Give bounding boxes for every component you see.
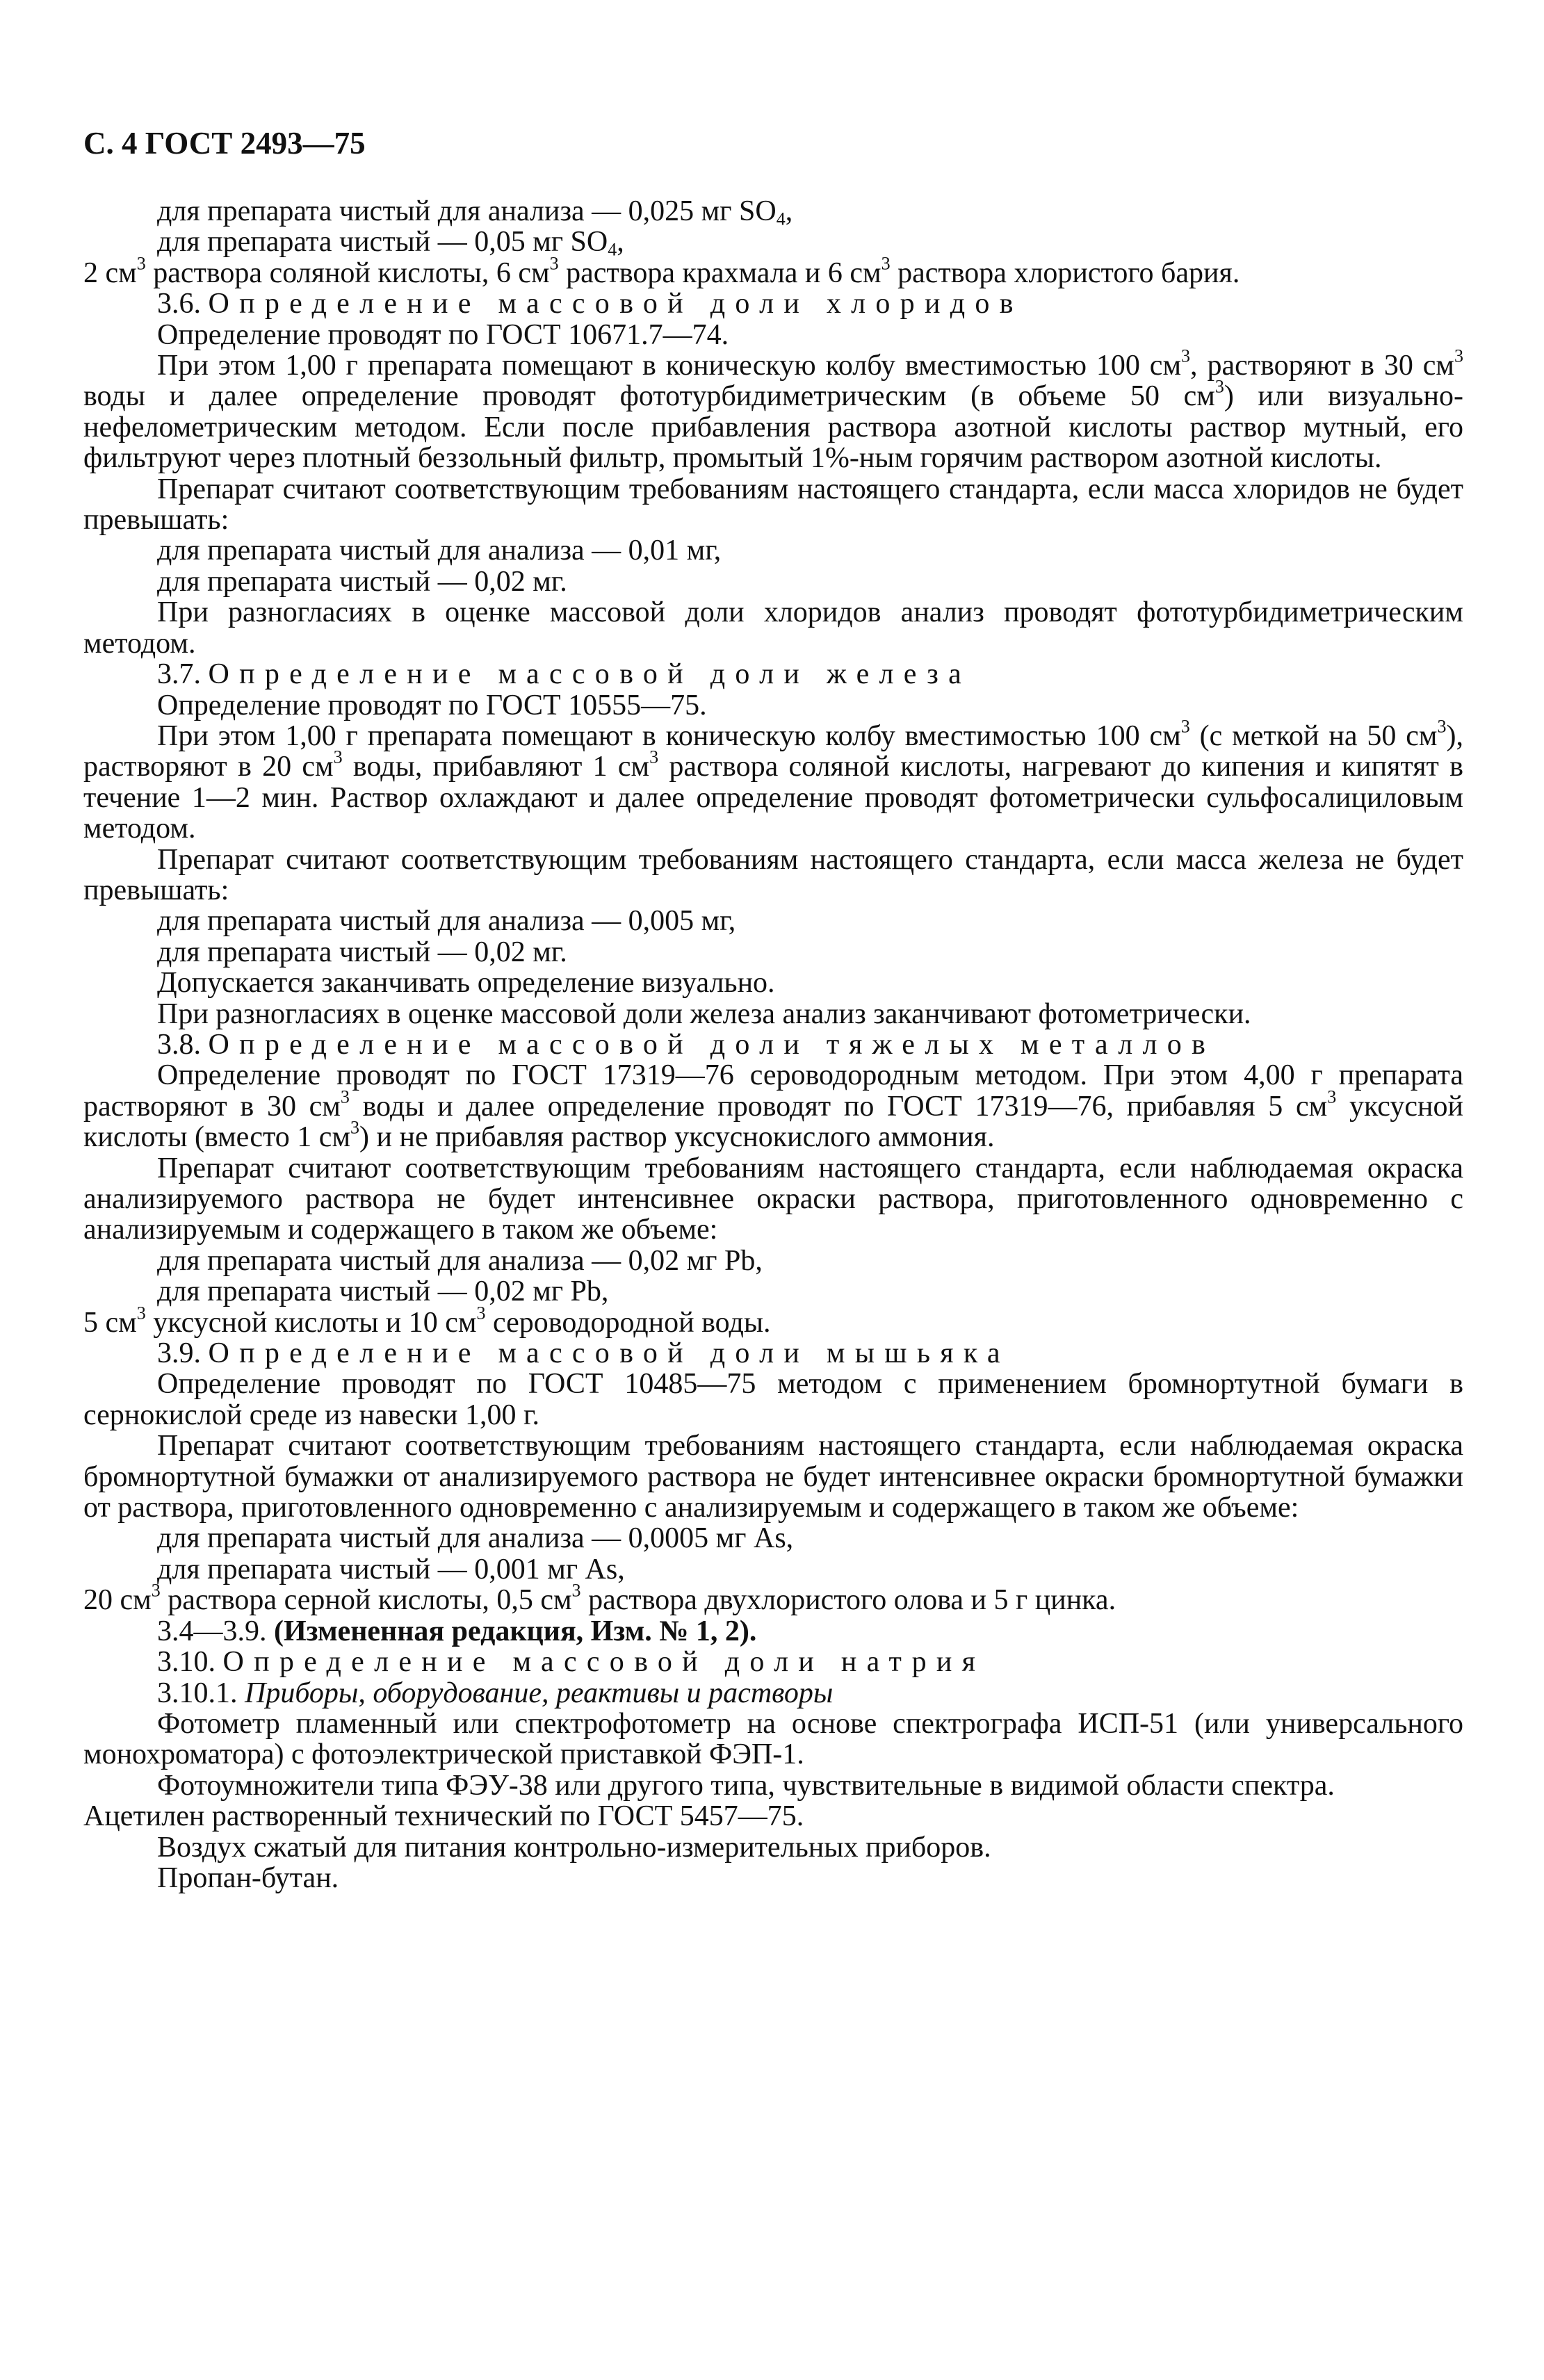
section-heading-3-6: 3.6. Определение массовой доли хлоридов (157, 288, 1023, 320)
arsenic-limit-pure: для препарата чистый — 0,001 мг As, (157, 1553, 625, 1586)
lead-limit-pure: для препарата чистый — 0,02 мг Pb, (157, 1275, 609, 1308)
arsenic-limit-analytical: для препарата чистый для анализа — 0,0005 мг As, (157, 1522, 794, 1555)
sulfate-limit-pure: для препарата чистый — 0,05 мг $SO_4$, (157, 226, 624, 260)
paragraph-3-8-requirement: Препарат считают соответствующим требованиям настоящего стандарта, если наблюдаемая окраска анализируемого раствора не будет интенсивнее окраски раствора, приготовленного одновременно с анализируемым и содержащего в таком же объеме: (83, 1152, 1463, 1246)
equipment-photomultipliers: Фотоумножители типа ФЭУ-38 или другого типа, чувствительные в видимой области спектра. (157, 1769, 1335, 1802)
section-heading-3-8: 3.8. Определение массовой доли тяжелых металлов (157, 1028, 1216, 1061)
arsenic-reagents-line: 20 $см^3$ раствора серной кислоты, 0,5 $см^3$ раствора двухлористого олова и 5 г цинка. (83, 1580, 1116, 1617)
section-heading-3-7: 3.7. Определение массовой доли железа (157, 658, 972, 691)
paragraph-3-7-method: Определение проводят по ГОСТ 10555—75. (157, 689, 707, 722)
page-body (83, 196, 1463, 1893)
paragraph-3-7-requirement: Препарат считают соответствующим требованиям настоящего стандарта, если масса железа не будет превышать: (83, 843, 1463, 906)
iron-limit-pure: для препарата чистый — 0,02 мг. (157, 936, 567, 968)
chloride-limit-pure: для препарата чистый — 0,02 мг. (157, 565, 567, 598)
subsection-heading-3-10-1: 3.10.1. Приборы, оборудование, реактивы и растворы (157, 1677, 834, 1709)
iron-limit-analytical: для препарата чистый для анализа — 0,005 мг, (157, 905, 736, 938)
reagent-compressed-air: Воздух сжатый для питания контрольно-измерительных приборов. (157, 1831, 991, 1864)
paragraph-3-7-visual: Допускается заканчивать определение визуально. (157, 967, 775, 1000)
revision-note: 3.4—3.9. (Измененная редакция, Изм. № 1, 2). (157, 1615, 757, 1647)
chloride-limit-analytical: для препарата чистый для анализа — 0,01 мг, (157, 535, 722, 567)
paragraph-3-9-method: Определение проводят по ГОСТ 10485—75 методом с применением бромнортутной бумаги в сернокислой среде из навески 1,00 г. (83, 1368, 1463, 1431)
equipment-photometer: Фотометр пламенный или спектрофотометр на основе спектрографа ИСП-51 (или универсального монохроматора) с фотоэлектрической приставкой ФЭП-1. (83, 1707, 1463, 1771)
page-header: С. 4 ГОСТ 2493—75 (83, 126, 366, 161)
paragraph-3-9-requirement: Препарат считают соответствующим требованиям настоящего стандарта, если наблюдаемая окраска бромнортутной бумажки от анализируемого раствора не будет интенсивнее окраски бромнортутной бумажки от раствора, приготовленного одновременно с анализируемым и содержащего в таком же объеме: (83, 1430, 1463, 1524)
reagent-acetylene: Ацетилен растворенный технический по ГОСТ 5457—75. (83, 1800, 804, 1833)
paragraph-3-6-requirement: Препарат считают соответствующим требованиям настоящего стандарта, если масса хлоридов не будет превышать: (83, 473, 1463, 537)
paragraph-3-6-dispute: При разногласиях в оценке массовой доли хлоридов анализ проводят фототурбидиметрическим методом. (83, 596, 1463, 660)
section-heading-3-9: 3.9. Определение массовой доли мышьяка (157, 1337, 1010, 1370)
paragraph-3-8-procedure: Определение проводят по ГОСТ 17319—76 сероводородным методом. При этом 4,00 г препарата растворяют в 30 $см^3$ воды и далее определение проводят по ГОСТ 17319—76, прибавляя 5 $см^3$ уксусной кислоты (вместо 1 $см^3$) и не прибавляя раствор уксуснокислого аммония. (83, 1059, 1463, 1154)
paragraph-3-6-procedure: При этом 1,00 г препарата помещают в коническую колбу вместимостью 100 $см^3$, растворяют в 30 $см^3$ воды и далее определение проводят фототурбидиметрическим (в объеме 50 $см^3$) или визуально-нефелометрическим методом. Если после прибавления раствора азотной кислоты раствор мутный, его фильтруют через плотный беззольный фильтр, промытый 1%-ным горячим раствором азотной кислоты. (83, 345, 1463, 475)
paragraph-3-6-method: Определение проводят по ГОСТ 10671.7—74. (157, 318, 729, 351)
section-heading-3-10: 3.10. Определение массовой доли натрия (157, 1646, 986, 1679)
reagent-propane-butane: Пропан-бутан. (157, 1861, 339, 1894)
paragraph-3-7-dispute: При разногласиях в оценке массовой доли железа анализ заканчивают фотометрически. (157, 997, 1251, 1030)
lead-reagents-line: 5 $см^3$ уксусной кислоты и 10 $см^3$ сероводородной воды. (83, 1302, 771, 1339)
lead-limit-analytical: для препарата чистый для анализа — 0,02 мг Pb, (157, 1244, 763, 1277)
sulfate-limit-analytical: для препарата чистый для анализа — 0,025 мг $SO_4$, (157, 195, 793, 229)
paragraph-3-7-procedure: При этом 1,00 г препарата помещают в коническую колбу вместимостью 100 $см^3$ (с меткой на 50 $см^3$), растворяют в 20 $см^3$ воды, прибавляют 1 $см^3$ раствора соляной кислоты, нагревают до кипения и кипятят в течение 1—2 мин. Раствор охлаждают и далее определение проводят фотометрически сульфосалициловым методом. (83, 716, 1464, 845)
sulfate-reagents-line: 2 $см^3$ раствора соляной кислоты, 6 $см^3$ раствора крахмала и 6 $см^3$ раствора хлористого бария. (83, 253, 1240, 289)
